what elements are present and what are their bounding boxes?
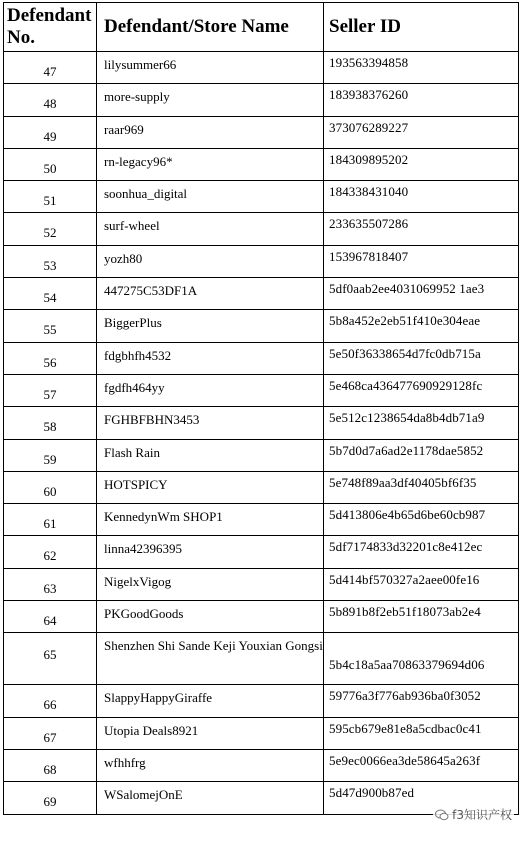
table-row bbox=[4, 342, 519, 374]
defendant-no-cell: 53 bbox=[4, 245, 97, 277]
defendant-no-cell: 60 bbox=[4, 471, 97, 503]
defendant-no-cell: 54 bbox=[4, 278, 97, 310]
seller-id-cell: 373076289227 bbox=[324, 116, 519, 148]
seller-id-cell: 5d414bf570327a2aee00fe16 bbox=[324, 568, 519, 600]
header-store-name: Defendant/Store Name bbox=[97, 3, 324, 52]
store-name-cell: Flash Rain bbox=[97, 439, 324, 471]
store-name-cell: more-supply bbox=[97, 84, 324, 116]
defendant-no-cell: 61 bbox=[4, 504, 97, 536]
store-name-cell: surf-wheel bbox=[97, 213, 324, 245]
watermark bbox=[433, 806, 514, 823]
seller-id-cell: 5df0aab2ee4031069952 1ae3 bbox=[324, 278, 519, 310]
seller-id-cell: 184338431040 bbox=[324, 181, 519, 213]
store-name-cell: raar969 bbox=[97, 116, 324, 148]
table-row bbox=[4, 213, 519, 245]
defendant-no-cell: 64 bbox=[4, 601, 97, 633]
header-defendant-no: Defendant No. bbox=[4, 3, 97, 52]
table-row bbox=[4, 52, 519, 84]
seller-id-cell: 5e9ec0066ea3de58645a263f bbox=[324, 749, 519, 781]
seller-id-cell: 5b7d0d7a6ad2e1178dae5852 bbox=[324, 439, 519, 471]
defendant-no-cell: 65 bbox=[4, 633, 97, 685]
defendant-no-cell: 57 bbox=[4, 374, 97, 406]
seller-id-cell: 5b4c18a5aa70863379694d06 bbox=[324, 633, 519, 685]
table-row bbox=[4, 245, 519, 277]
store-name-cell: linna42396395 bbox=[97, 536, 324, 568]
table-row bbox=[4, 148, 519, 180]
store-name-cell: Utopia Deals8921 bbox=[97, 717, 324, 749]
store-name-cell: fgdfh464yy bbox=[97, 374, 324, 406]
header-seller-id: Seller ID bbox=[324, 3, 519, 52]
table-row bbox=[4, 278, 519, 310]
table-row bbox=[4, 633, 519, 685]
seller-id-cell: 5b891b8f2eb51f18073ab2e4 bbox=[324, 601, 519, 633]
seller-id-cell: 233635507286 bbox=[324, 213, 519, 245]
table-row bbox=[4, 601, 519, 633]
table-row bbox=[4, 116, 519, 148]
defendant-no-cell: 66 bbox=[4, 685, 97, 717]
seller-id-cell: 5d413806e4b65d6be60cb987 bbox=[324, 504, 519, 536]
table-row bbox=[4, 471, 519, 503]
seller-id-cell: 153967818407 bbox=[324, 245, 519, 277]
seller-id-cell: 193563394858 bbox=[324, 52, 519, 84]
defendant-no-cell: 59 bbox=[4, 439, 97, 471]
table-row bbox=[4, 717, 519, 749]
table-row bbox=[4, 536, 519, 568]
seller-id-cell: 5b8a452e2eb51f410e304eae bbox=[324, 310, 519, 342]
table-row bbox=[4, 439, 519, 471]
store-name-cell: PKGoodGoods bbox=[97, 601, 324, 633]
store-name-cell: wfhhfrg bbox=[97, 749, 324, 781]
defendant-no-cell: 69 bbox=[4, 782, 97, 814]
store-name-cell: WSalomejOnE bbox=[97, 782, 324, 814]
seller-id-cell: 5e748f89aa3df40405bf6f35 bbox=[324, 471, 519, 503]
store-name-cell: KennedynWm SHOP1 bbox=[97, 504, 324, 536]
defendant-no-cell: 47 bbox=[4, 52, 97, 84]
store-name-cell: soonhua_digital bbox=[97, 181, 324, 213]
store-name-cell: Shenzhen Shi Sande Keji Youxian Gongsi bbox=[97, 633, 324, 685]
seller-id-cell: 5e468ca436477690929128fc bbox=[324, 374, 519, 406]
seller-id-cell: 184309895202 bbox=[324, 148, 519, 180]
defendant-no-cell: 63 bbox=[4, 568, 97, 600]
store-name-cell: fdgbhfh4532 bbox=[97, 342, 324, 374]
defendant-no-cell: 56 bbox=[4, 342, 97, 374]
store-name-cell: BiggerPlus bbox=[97, 310, 324, 342]
store-name-cell: yozh80 bbox=[97, 245, 324, 277]
table-row bbox=[4, 685, 519, 717]
defendant-no-cell: 49 bbox=[4, 116, 97, 148]
table-row bbox=[4, 504, 519, 536]
store-name-cell: rn-legacy96* bbox=[97, 148, 324, 180]
defendant-no-cell: 50 bbox=[4, 148, 97, 180]
store-name-cell: NigelxVigog bbox=[97, 568, 324, 600]
table-row bbox=[4, 407, 519, 439]
defendant-no-cell: 58 bbox=[4, 407, 97, 439]
seller-id-cell: 5e512c1238654da8b4db71a9 bbox=[324, 407, 519, 439]
wechat-icon bbox=[435, 809, 449, 821]
watermark-text: f3知识产权 bbox=[452, 808, 512, 822]
seller-id-cell: 595cb679e81e8a5cdbac0c41 bbox=[324, 717, 519, 749]
defendant-no-cell: 52 bbox=[4, 213, 97, 245]
header-row bbox=[4, 3, 519, 52]
defendant-no-cell: 51 bbox=[4, 181, 97, 213]
table-row bbox=[4, 181, 519, 213]
store-name-cell: SlappyHappyGiraffe bbox=[97, 685, 324, 717]
defendant-no-cell: 68 bbox=[4, 749, 97, 781]
table-row bbox=[4, 749, 519, 781]
defendant-no-cell: 55 bbox=[4, 310, 97, 342]
defendant-no-cell: 67 bbox=[4, 717, 97, 749]
seller-id-cell: 5df7174833d32201c8e412ec bbox=[324, 536, 519, 568]
table-row bbox=[4, 568, 519, 600]
seller-id-cell: 5d47d900b87ed bbox=[324, 782, 519, 814]
seller-id-cell: 59776a3f776ab936ba0f3052 bbox=[324, 685, 519, 717]
table-row bbox=[4, 310, 519, 342]
defendant-no-cell: 48 bbox=[4, 84, 97, 116]
seller-id-cell: 183938376260 bbox=[324, 84, 519, 116]
store-name-cell: FGHBFBHN3453 bbox=[97, 407, 324, 439]
store-name-cell: HOTSPICY bbox=[97, 471, 324, 503]
defendant-no-cell: 62 bbox=[4, 536, 97, 568]
store-name-cell: 447275C53DF1A bbox=[97, 278, 324, 310]
store-name-cell: lilysummer66 bbox=[97, 52, 324, 84]
defendant-table bbox=[3, 2, 519, 815]
seller-id-cell: 5e50f36338654d7fc0db715a bbox=[324, 342, 519, 374]
table-row bbox=[4, 84, 519, 116]
table-row bbox=[4, 374, 519, 406]
